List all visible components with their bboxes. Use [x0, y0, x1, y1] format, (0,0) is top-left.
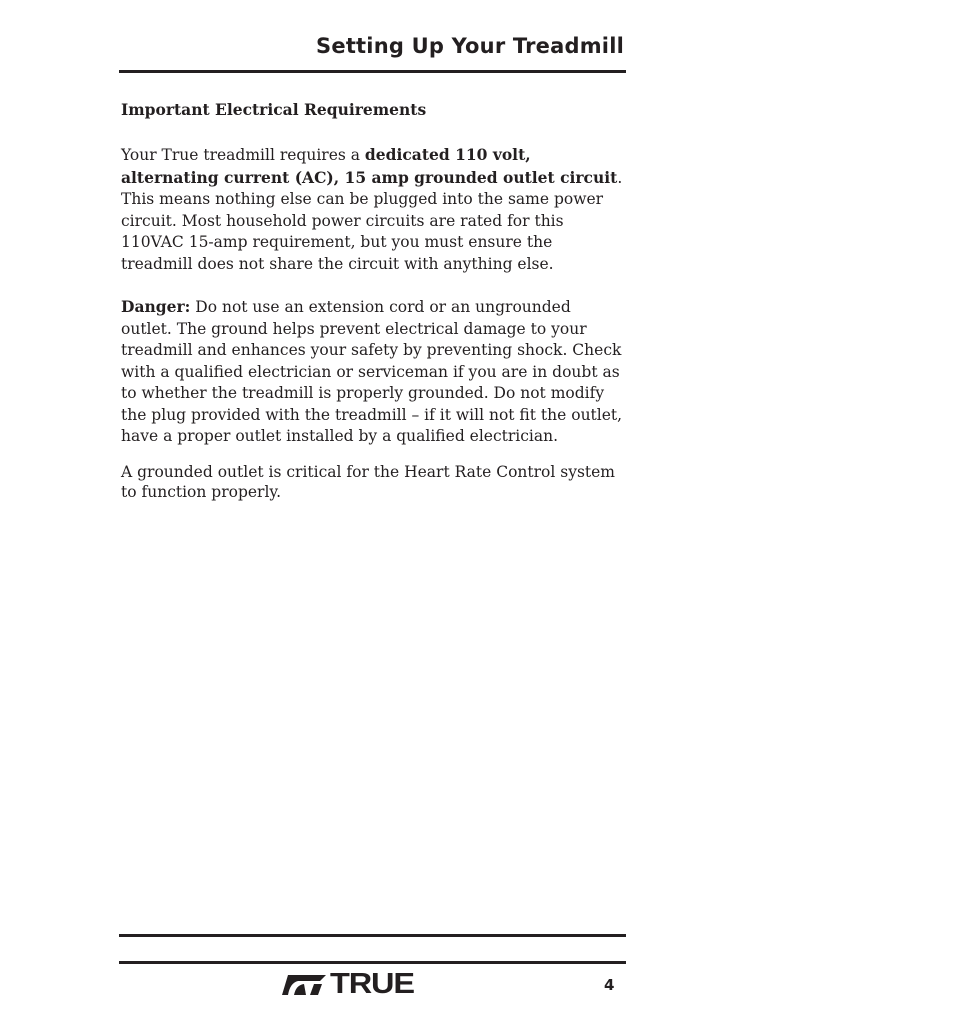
paragraph-grounded-outlet: A grounded outlet is critical for the Heart Rate Control system to function properly. [121, 462, 616, 501]
requirements-intro: Your True treadmill requires a [121, 146, 365, 164]
requirements-rest: . This means nothing else can be plugged into the same power circuit. Most household power circuits are rated for this 110VAC 15-amp requirement, but you must ensure the treadmill does not share the circuit with anything else. [121, 168, 623, 273]
true-logo-icon [280, 973, 332, 997]
main-content [121, 100, 626, 503]
page-title: Setting Up Your Treadmill [316, 34, 624, 58]
requirements-emphasis: dedicated 110 volt, alternating current (AC), 15 amp grounded outlet circuit [121, 145, 618, 187]
danger-label: Danger: [121, 297, 191, 316]
paragraph-requirements [121, 144, 626, 275]
danger-text: Do not use an extension cord or an ungrounded outlet. The ground helps prevent electrical damage to your treadmill and enhances your safety by preventing shock. Check with a qualified electrician or serviceman if you are in doubt as to whether the treadmill is properly grounded. Do not modify the plug provided with the treadmill – if it will not fit the outlet, have a proper outlet installed by a qualified electrician. [121, 298, 623, 445]
brand-logo-text: TRUE [330, 968, 414, 1000]
page-number: 4 [604, 976, 615, 994]
section-heading: Important Electrical Requirements [121, 100, 427, 119]
header-rule [119, 70, 626, 73]
footer-rule-upper [119, 934, 626, 937]
paragraph-danger [121, 296, 626, 448]
footer-rule-lower [119, 961, 626, 964]
